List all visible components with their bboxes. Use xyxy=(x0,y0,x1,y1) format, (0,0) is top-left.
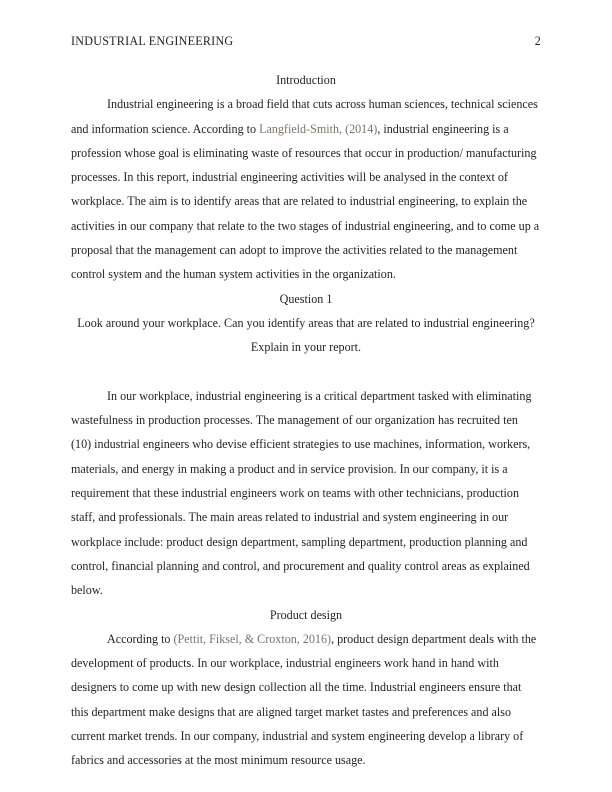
heading-introduction: Introduction xyxy=(276,73,336,87)
page-number: 2 xyxy=(534,34,541,48)
paragraph-product-design xyxy=(71,627,541,773)
product-design-text-before-citation: According to xyxy=(107,631,174,646)
citation-pettit-fiksel-croxton[interactable]: (Pettit, Fiksel, & Croxton, 2016) xyxy=(173,631,332,646)
document-body xyxy=(71,68,541,773)
heading-question-1: Question 1 xyxy=(279,291,333,306)
paragraph-introduction xyxy=(71,92,541,286)
product-design-text-after-citation: , product design department deals with the development of products. In our workplace, industrial engineers work hand in hand with designers to come up with new design collection all the time. Industrial engineers ensure that this department make designs that are aligned target market tastes and preferences and also current market trends. In our company, industrial and system engineering develop a library of fabrics and accessories at the most minimum resource usage. xyxy=(71,631,537,768)
paragraph-question-1-answer: In our workplace, industrial engineering is a critical department tasked with eliminating wastefulness in production processes. The management of our organization has recruited ten (10) industrial engineers who devise efficient strategies to use machines, information, workers, materials, and energy in making a product and in service provision. In our company, it is a requirement that these industrial engineers work on teams with other technicians, production staff, and professionals. The main areas related to industrial and system engineering in our workplace include: product design department, sampling department, production planning and control, financial planning and control, and procurement and quality control areas as explained below. xyxy=(71,388,532,598)
running-head xyxy=(71,34,541,48)
running-head-title: INDUSTRIAL ENGINEERING xyxy=(71,34,234,48)
citation-langfield-smith[interactable]: Langfield-Smith, (2014) xyxy=(259,121,378,136)
heading-product-design: Product design xyxy=(269,607,343,622)
intro-text-before-citation: Industrial engineering is a broad field that cuts across human sciences, technical sciences and information science. According to xyxy=(71,97,538,136)
question-1-prompt: Look around your workplace. Can you identify areas that are related to industrial engineering? Explain in your report. xyxy=(77,315,535,355)
paragraph-spacer xyxy=(71,360,541,384)
intro-text-after-citation: , industrial engineering is a profession whose goal is eliminating waste of resources that occur in production/ manufacturing processes. In this report, industrial engineering activities will be analysed in the context of workplace. The aim is to identify areas that are related to industrial engineering, to explain the activities in our company that relate to the two stages of industrial engineering, and to come up a proposal that the management can adopt to improve the activities related to the management control system and the human system activities in the organization. xyxy=(71,121,540,282)
